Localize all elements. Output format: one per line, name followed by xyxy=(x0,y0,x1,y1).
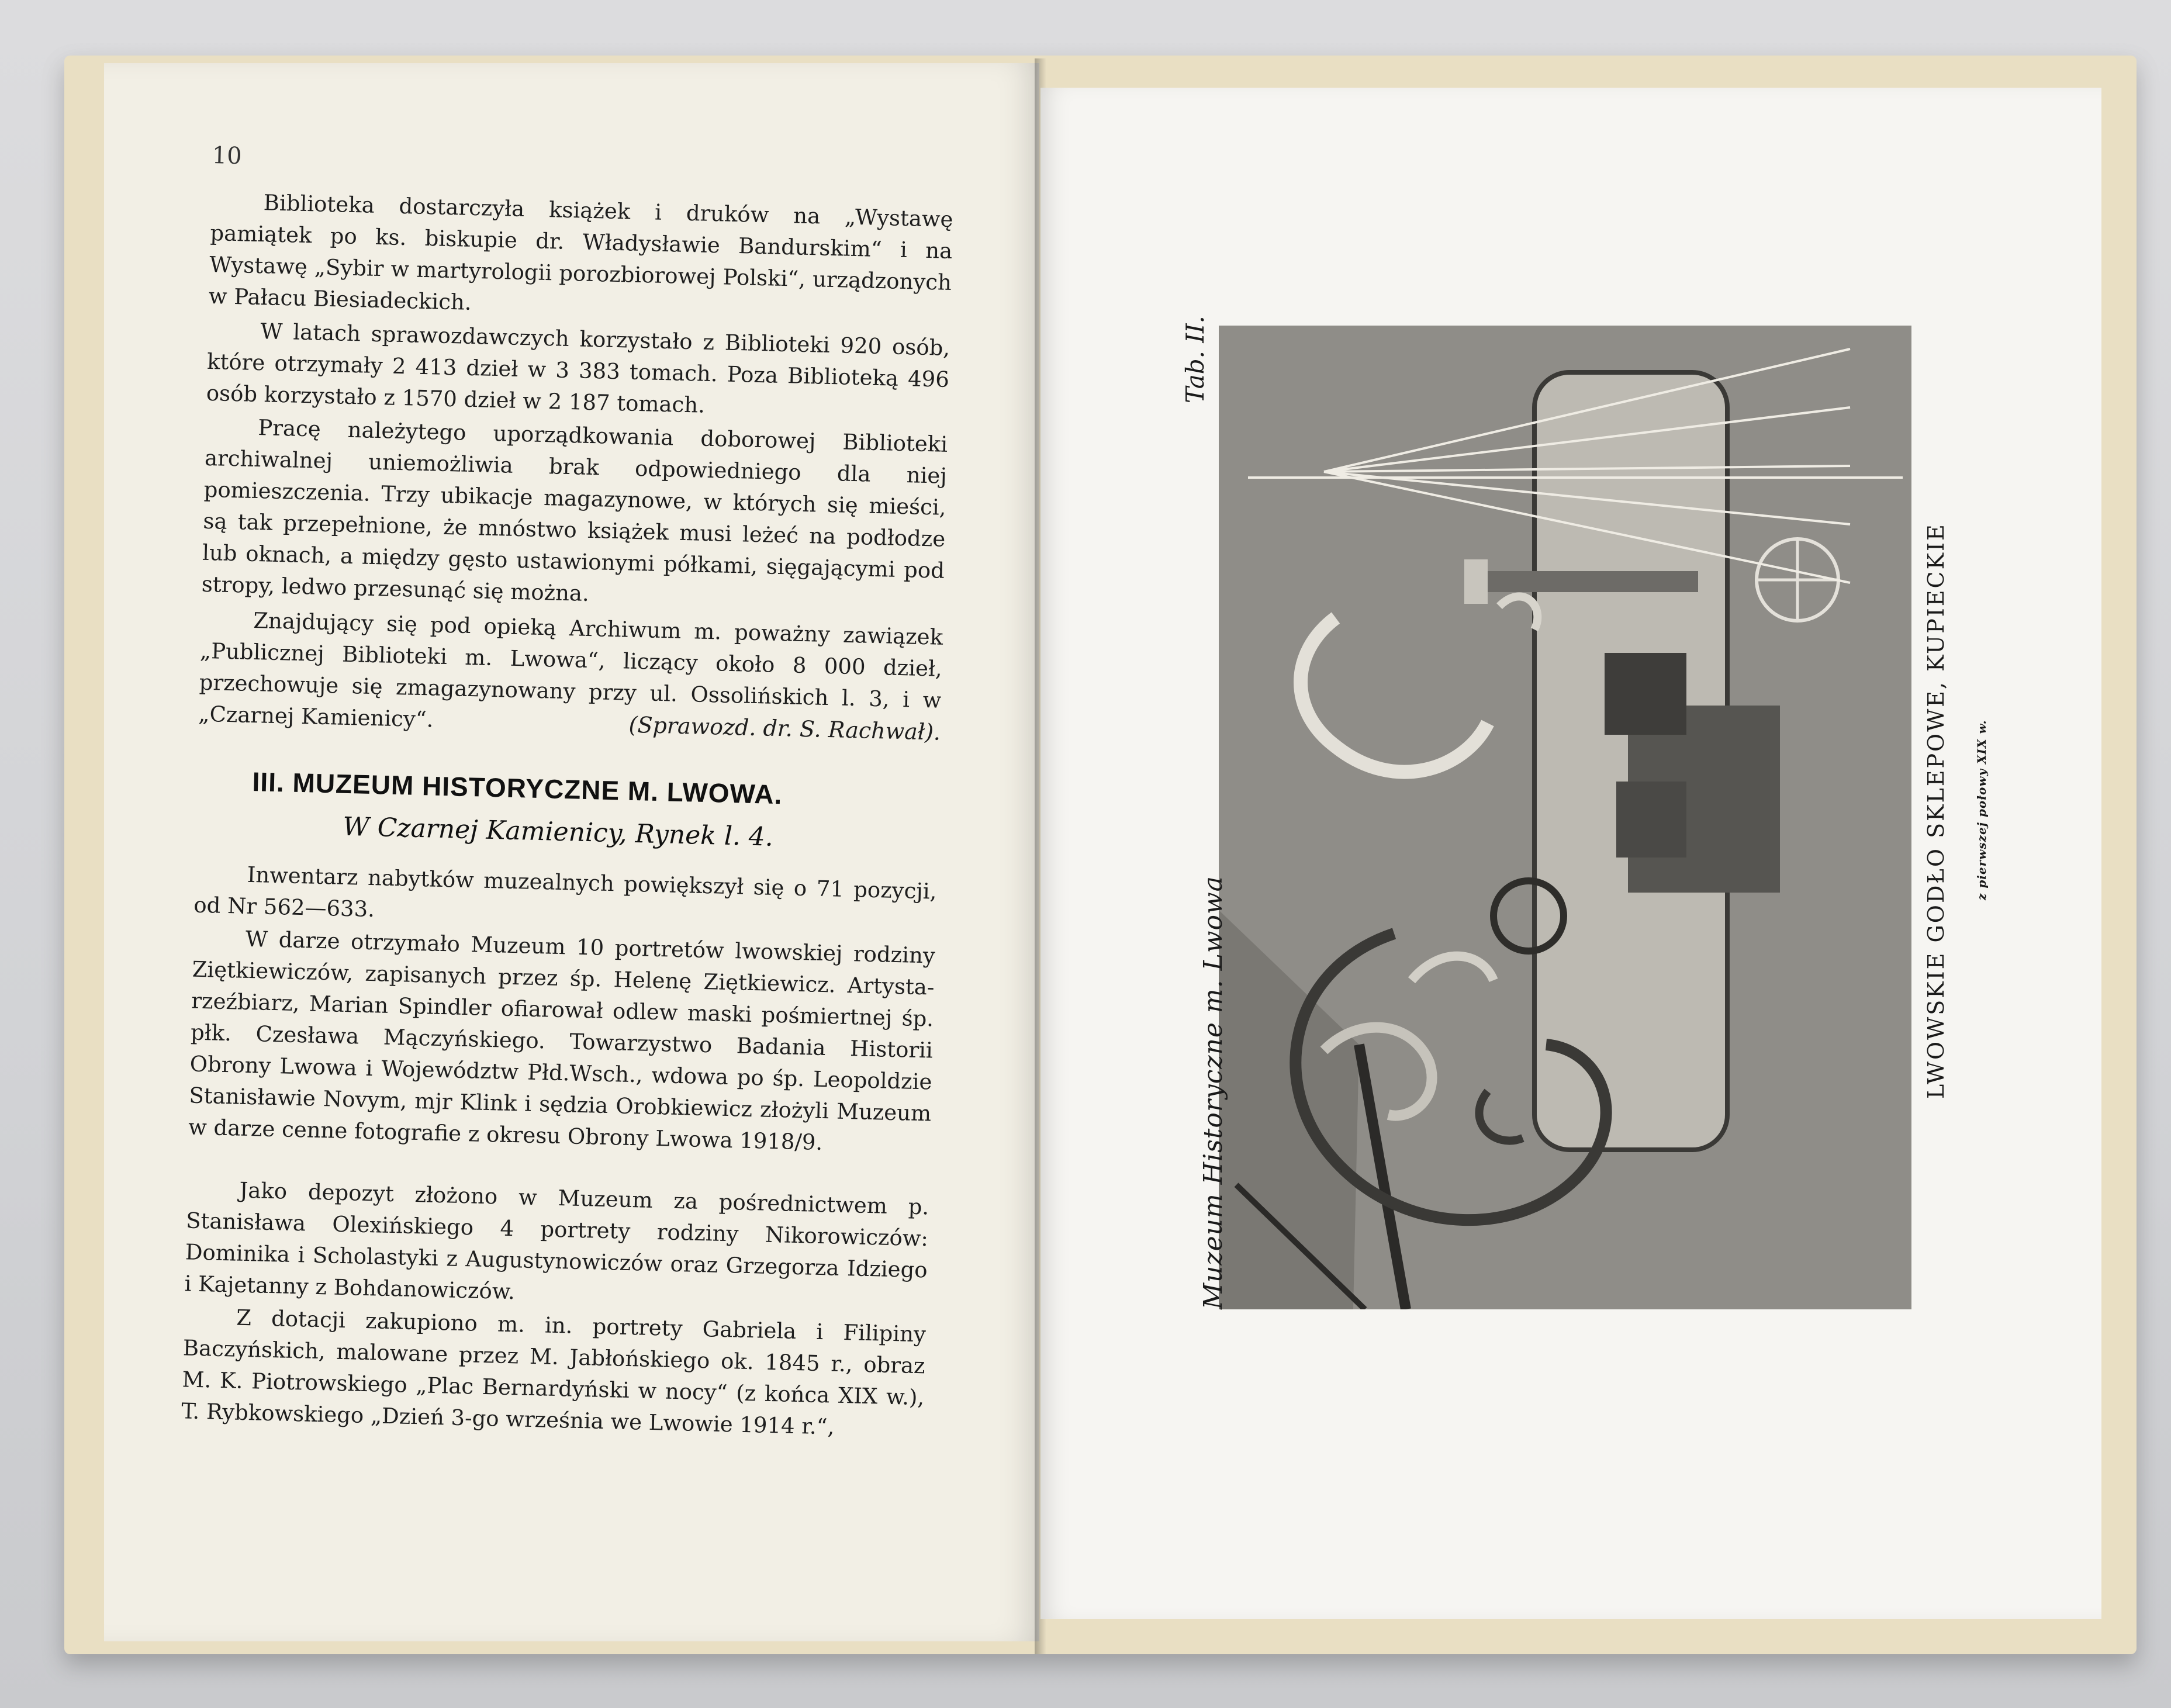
left-page xyxy=(104,63,1039,1641)
paragraph-storage: Pracę należytego uporządkowania doborowej Biblioteki archiwalnej uniemożliwia brak odpowiedniego dla niej pomieszczenia. Trzy ubikacje magazynowe, w których się mieści, są tak przepełnione, że mnóstwo książek musi leżeć na podłodze lub oknach, a między gęsto ustawionymi półkami, sięgającymi pod stropy, ledwo przesunąć się można. xyxy=(201,415,948,606)
plate-label: Tab. II. xyxy=(1181,316,1209,403)
left-page-text-block xyxy=(181,142,955,1440)
paragraph-readers: W latach sprawozdawczych korzystało z Biblioteki 920 osób, które otrzymały 2 413 dzieł w 3 383 tomach. Poza Biblioteką 496 osób korzystało z 1570 dzieł w 2 187 tomach. xyxy=(206,319,950,418)
paragraph-donations: W darze otrzymało Muzeum 10 portretów lwowskiej rodziny Ziętkiewiczów, zapisanych przez śp. Helenę Ziętkiewicz. Artysta-rzeźbiarz, Marian Spindler ofiarował odlew maski pośmiertnej śp. płk. Czesława Mączyńskiego. Towarzystwo Badania Historii Obrony Lwowa i Województw Płd.Wsch., wdowa po śp. Leopoldzie Stanisławie Novym, mjr Klink i sędzia Orobkiewicz złożyli Muzeum w darze cenne fotografie z okresu Obrony Lwowa 1918/9. xyxy=(188,926,936,1156)
paragraph-inventory: Inwentarz nabytków muzealnych powiększył się o 71 pozycji, od Nr 562—633. xyxy=(193,862,937,922)
report-signature: (Sprawozd. dr. S. Rachwał). xyxy=(628,711,941,745)
section-subheading: W Czarnej Kamienicy, Rynek l. 4. xyxy=(342,811,774,852)
section-heading: III. MUZEUM HISTORYCZNE M. LWOWA. xyxy=(252,766,783,810)
paragraph-public-library: Znajdujący się pod opieką Archiwum m. poważny zawiązek „Publicznej Biblioteki m. Lwowa“, liczący około 8 000 dzieł, przechowuje się zmagazynowany przy ul. Ossolińskich l. 3, i w „Czarnej Kamienicy“. xyxy=(198,607,943,732)
paragraph-deposit: Jako depozyt złożono w Muzeum za pośrednictwem p. Stanisława Olexińskiego 4 portrety rodziny Nikorowiczów: Dominika i Scholastyki z Augustynowiczów oraz Grzegorza Idziego i Kajetanny z Bohdanowiczów. xyxy=(184,1177,929,1305)
plate-caption: LWOWSKIE GODŁO SKLEPOWE, KUPIECKIE xyxy=(1923,523,1949,1099)
plate-caption-subtitle: z pierwszej połowy XIX w. xyxy=(1975,720,1989,900)
shop-sign-illustration xyxy=(1219,326,1911,1309)
plate-photograph xyxy=(1219,326,1911,1309)
paragraph-purchases: Z dotacji zakupiono m. in. portrety Gabriela i Filipiny Baczyńskich, malowane przez M. Jabłońskiego ok. 1845 r., obraz M. K. Piotrowskiego „Plac Bernardyński w nocy“ (z końca XIX w.), T. Rybkowskiego „Dzień 3-go września we Lwowie 1914 r.“, xyxy=(181,1305,927,1440)
page-number: 10 xyxy=(212,142,243,170)
paragraph-exhibitions: Biblioteka dostarczyła książek i druków na „Wystawę pamiątek po ks. biskupie dr. Władysławie Bandurskim“ i na Wystawę „Sybir w martyrologii porozbiorowej Polski“, urządzonych w Pałacu Biesiadeckich. xyxy=(208,190,954,315)
museum-label: Muzeum Historyczne m. Lwowa xyxy=(1198,876,1228,1309)
